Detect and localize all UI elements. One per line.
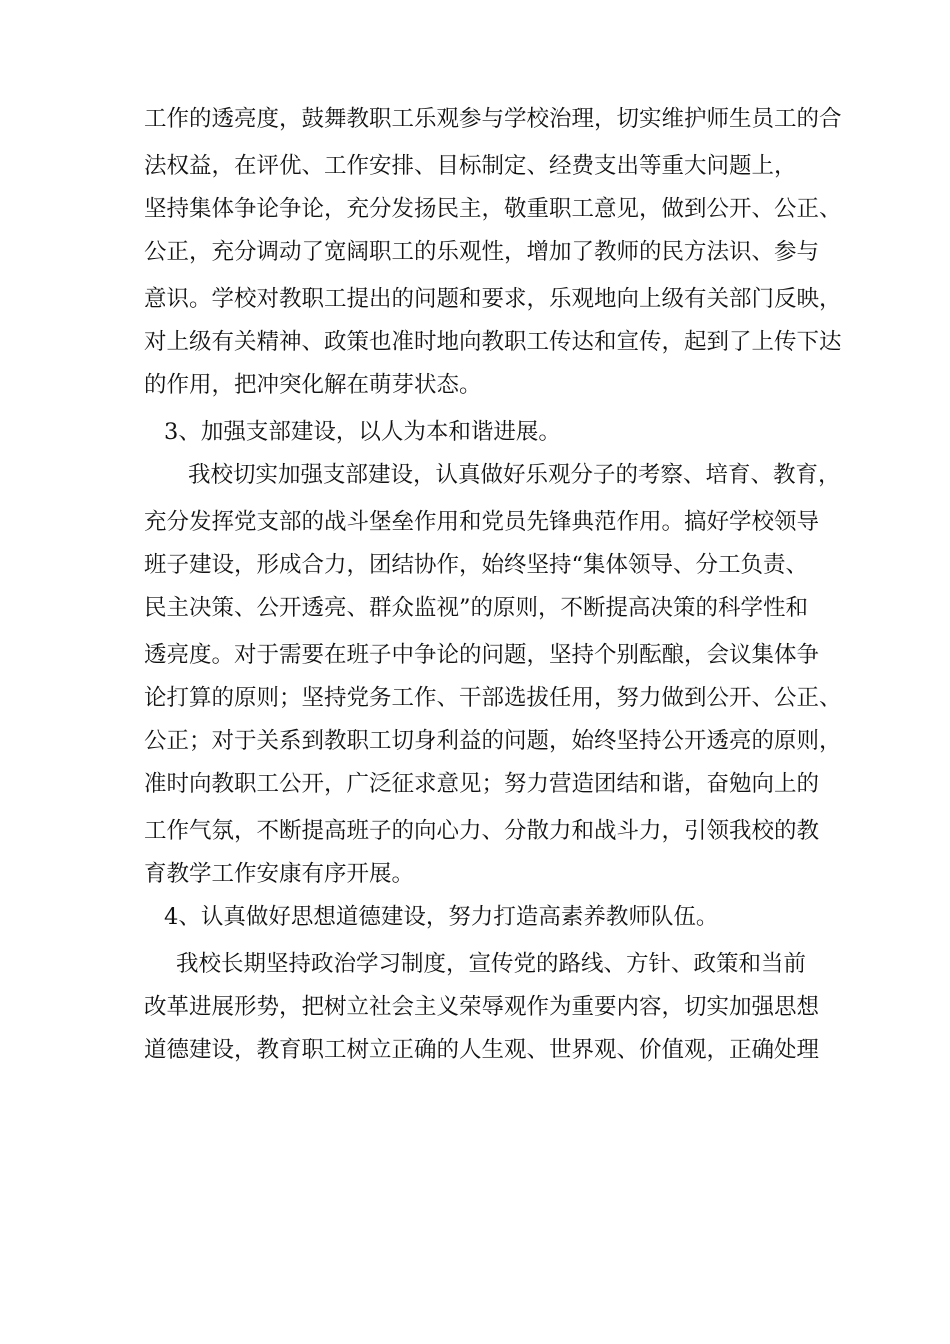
text-line: 工作的透亮度，鼓舞教职工乐观参与学校治理，切实维护师生员工的合 [144, 106, 842, 132]
text-line: 班子建设，形成合力，团结协作，始终坚持“集体领导、分工负责、 [144, 552, 809, 578]
text-line: 坚持集体争论争论，充分发扬民主，敬重职工意见，做到公开、公正、 [144, 196, 842, 222]
section-heading-4: 4、认真做好思想道德建设，努力打造高素养教师队伍。 [164, 904, 719, 930]
text-line: 法权益，在评优、工作安排、目标制定、经费支出等重大问题上， [144, 153, 797, 179]
text-line: 充分发挥党支部的战斗堡垒作用和党员先锋典范作用。搞好学校领导 [144, 509, 820, 535]
text-line: 公正，充分调动了宽阔职工的乐观性，增加了教师的民方法识、参与 [144, 239, 820, 265]
text-line: 育教学工作安康有序开展。 [144, 861, 415, 887]
text-line: 对上级有关精神、政策也准时地向教职工传达和宣传，起到了上传下达 [144, 329, 842, 355]
text-line: 改革进展形势，把树立社会主义荣辱观作为重要内容，切实加强思想 [144, 994, 820, 1020]
paragraph-first-line: 我校切实加强支部建设，认真做好乐观分子的考察、培育、教育， [188, 462, 841, 488]
text-line: 民主决策、公开透亮、群众监视”的原则，不断提高决策的科学性和 [144, 595, 809, 621]
section-heading-3: 3、加强支部建设，以人为本和谐进展。 [164, 419, 561, 445]
paragraph-first-line: 我校长期坚持政治学习制度，宣传党的路线、方针、政策和当前 [176, 951, 807, 977]
text-line: 透亮度。对于需要在班子中争论的问题，坚持个别酝酿，会议集体争 [144, 642, 820, 668]
text-line: 准时向教职工公开，广泛征求意见；努力营造团结和谐，奋勉向上的 [144, 771, 820, 797]
text-line: 论打算的原则；坚持党务工作、干部选拔任用，努力做到公开、公正、 [144, 685, 842, 711]
text-line: 公正；对于关系到教职工切身利益的问题，始终坚持公开透亮的原则， [144, 728, 842, 754]
text-line: 道德建设，教育职工树立正确的人生观、世界观、价值观，正确处理 [144, 1037, 820, 1063]
text-line: 工作气氛，不断提高班子的向心力、分散力和战斗力，引领我校的教 [144, 818, 820, 844]
text-line: 意识。学校对教职工提出的问题和要求，乐观地向上级有关部门反映， [144, 286, 842, 312]
text-line: 的作用，把冲突化解在萌芽状态。 [144, 372, 482, 398]
